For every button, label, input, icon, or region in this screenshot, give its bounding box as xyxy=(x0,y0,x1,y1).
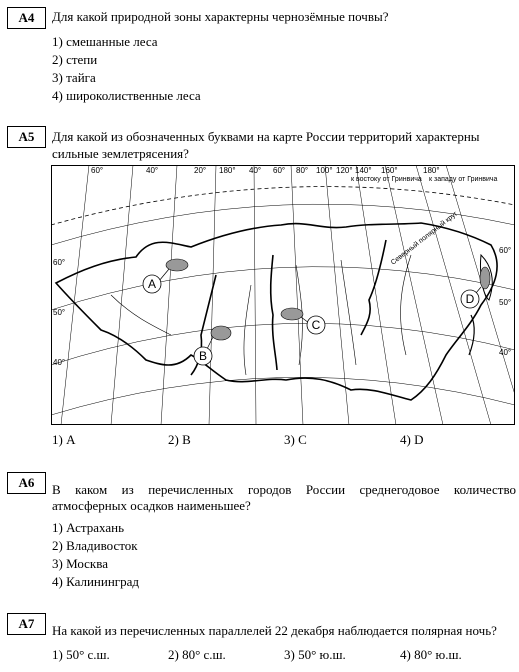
lon-label: 40° xyxy=(249,166,262,175)
question-a6-line1: В каком из перечисленных городов России среднегодовое количество xyxy=(52,482,516,497)
west-of-greenwich-note: к западу от Гринвича xyxy=(429,176,498,183)
question-number-a7: A7 xyxy=(7,613,46,635)
lat-label: 60° xyxy=(53,258,66,267)
a4-option-4[interactable]: 4) широколиственные леса xyxy=(52,88,201,103)
lon-label: 180° xyxy=(219,166,236,175)
a5-option-4[interactable]: 4) D xyxy=(400,432,424,447)
lat-label: 50° xyxy=(53,308,66,317)
a7-option-3[interactable]: 3) 50° ю.ш. xyxy=(284,647,346,662)
lon-label: 60° xyxy=(91,166,104,175)
marker-b-label: B xyxy=(198,349,208,363)
east-of-greenwich-note: к востоку от Гринвича xyxy=(351,176,422,183)
question-a6-line2: атмосферных осадков наименьшее? xyxy=(52,498,251,513)
marker-a-label: A xyxy=(147,277,157,291)
lat-label: 60° xyxy=(499,246,512,255)
a7-option-2[interactable]: 2) 80° с.ш. xyxy=(168,647,226,662)
question-a5-line2: сильные землетрясения? xyxy=(52,146,189,161)
a6-option-3[interactable]: 3) Москва xyxy=(52,556,108,571)
a6-option-1[interactable]: 1) Астрахань xyxy=(52,520,125,535)
a7-option-1[interactable]: 1) 50° с.ш. xyxy=(52,647,110,662)
question-a4-text: Для какой природной зоны характерны чернозёмные почвы? xyxy=(52,9,389,24)
lon-label: 80° xyxy=(296,166,309,175)
map-frame xyxy=(52,166,515,425)
a7-option-4[interactable]: 4) 80° ю.ш. xyxy=(400,647,462,662)
a4-option-2[interactable]: 2) степи xyxy=(52,52,98,67)
lon-label: 40° xyxy=(146,166,159,175)
a6-option-4[interactable]: 4) Калининград xyxy=(52,574,139,589)
area-b-shape xyxy=(211,326,231,340)
question-a7-text: На какой из перечисленных параллелей 22 декабря наблюдается полярная ночь? xyxy=(52,623,497,638)
question-number-a6: A6 xyxy=(7,472,46,494)
question-number-a5: A5 xyxy=(7,126,46,148)
question-a5-line1: Для какой из обозначенных буквами на карте России территорий характерны xyxy=(52,129,480,144)
lon-label: 60° xyxy=(273,166,286,175)
lon-label: 100° xyxy=(316,166,333,175)
area-a-shape xyxy=(166,259,188,271)
a6-option-2[interactable]: 2) Владивосток xyxy=(52,538,138,553)
a5-option-1[interactable]: 1) А xyxy=(52,432,76,447)
lon-label: 180° xyxy=(423,166,440,175)
marker-d-label: D xyxy=(465,292,475,306)
lat-label: 40° xyxy=(499,348,512,357)
a5-option-2[interactable]: 2) В xyxy=(168,432,191,447)
a5-option-3[interactable]: 3) С xyxy=(284,432,307,447)
a4-option-3[interactable]: 3) тайга xyxy=(52,70,96,85)
lon-label: 20° xyxy=(194,166,207,175)
lat-label: 50° xyxy=(499,298,512,307)
a4-option-1[interactable]: 1) смешанные леса xyxy=(52,34,158,49)
marker-c-label: C xyxy=(311,318,321,332)
lon-label: 160° xyxy=(381,166,398,175)
lon-label: 140° xyxy=(355,166,372,175)
arctic-circle-label: Северный полярный круг xyxy=(389,210,459,267)
area-c-shape xyxy=(281,308,303,320)
lon-label: 120° xyxy=(336,166,353,175)
lat-label: 40° xyxy=(53,358,66,367)
russia-map xyxy=(51,165,515,425)
question-number-a4: A4 xyxy=(7,7,46,29)
area-d-shape xyxy=(480,267,490,289)
